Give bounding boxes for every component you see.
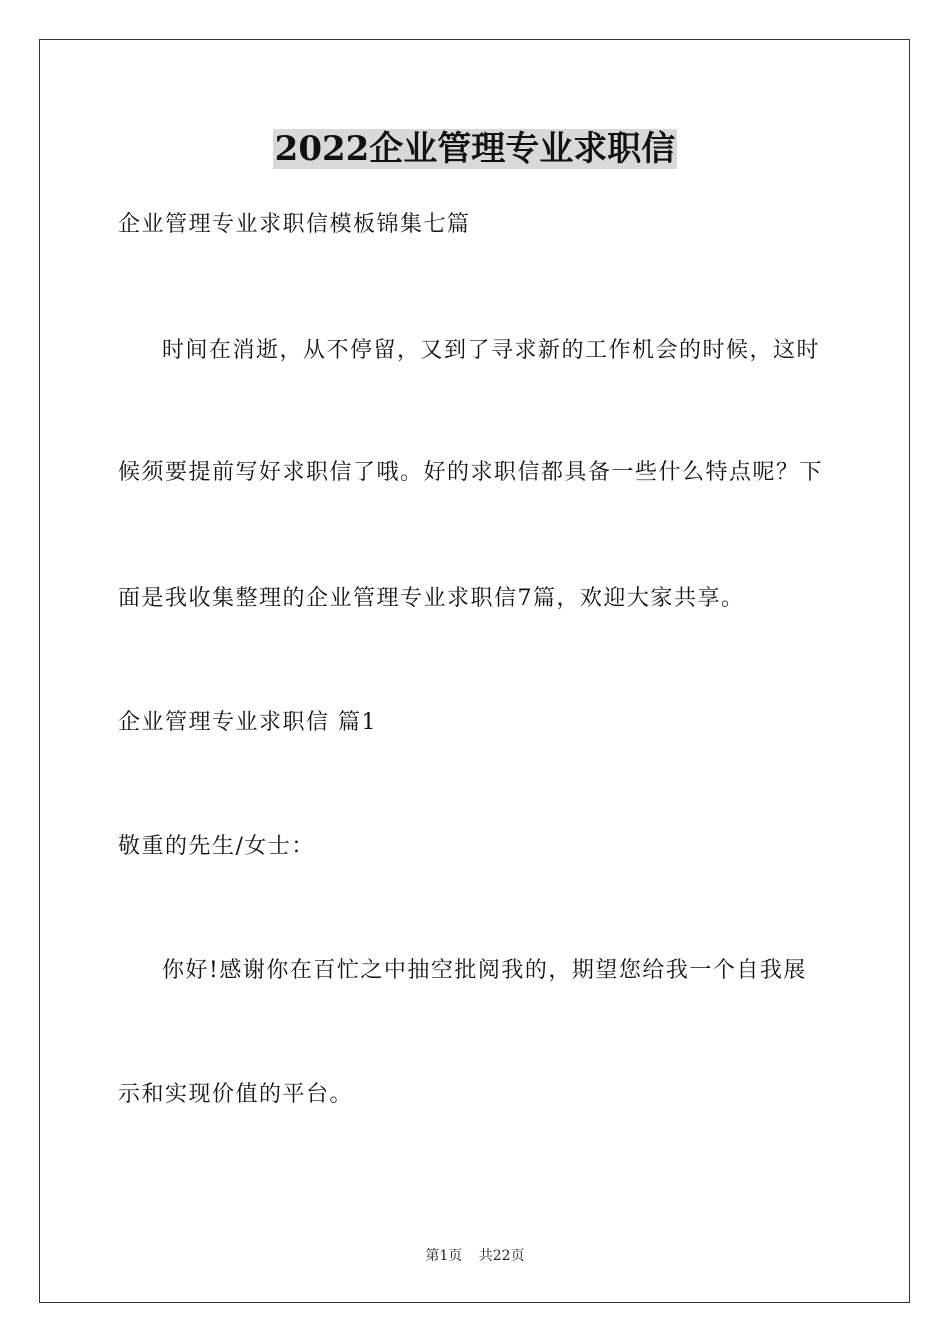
page-number: 第1页 <box>425 1248 463 1264</box>
salutation: 敬重的先生/女士： <box>118 834 315 859</box>
document-subtitle: 企业管理专业求职信模板锦集七篇 <box>118 212 471 237</box>
section-heading: 企业管理专业求职信 篇1 <box>118 710 377 735</box>
document-title-text: 2022企业管理专业求职信 <box>274 129 676 169</box>
page-total: 共22页 <box>478 1248 525 1264</box>
paragraph-1-line-1: 时间在消逝，从不停留，又到了寻求新的工作机会的时候，这时 <box>162 338 821 363</box>
paragraph-2-line-2: 示和实现价值的平台。 <box>118 1082 354 1107</box>
document-title <box>0 126 950 172</box>
page-footer <box>0 1247 950 1265</box>
paragraph-1-line-3: 面是我收集整理的企业管理专业求职信7篇，欢迎大家共享。 <box>118 586 745 611</box>
paragraph-2-line-1: 你好!感谢你在百忙之中抽空批阅我的，期望您给我一个自我展 <box>162 958 807 983</box>
paragraph-1-line-2: 候须要提前写好求职信了哦。好的求职信都具备一些什么特点呢？下 <box>118 460 824 485</box>
